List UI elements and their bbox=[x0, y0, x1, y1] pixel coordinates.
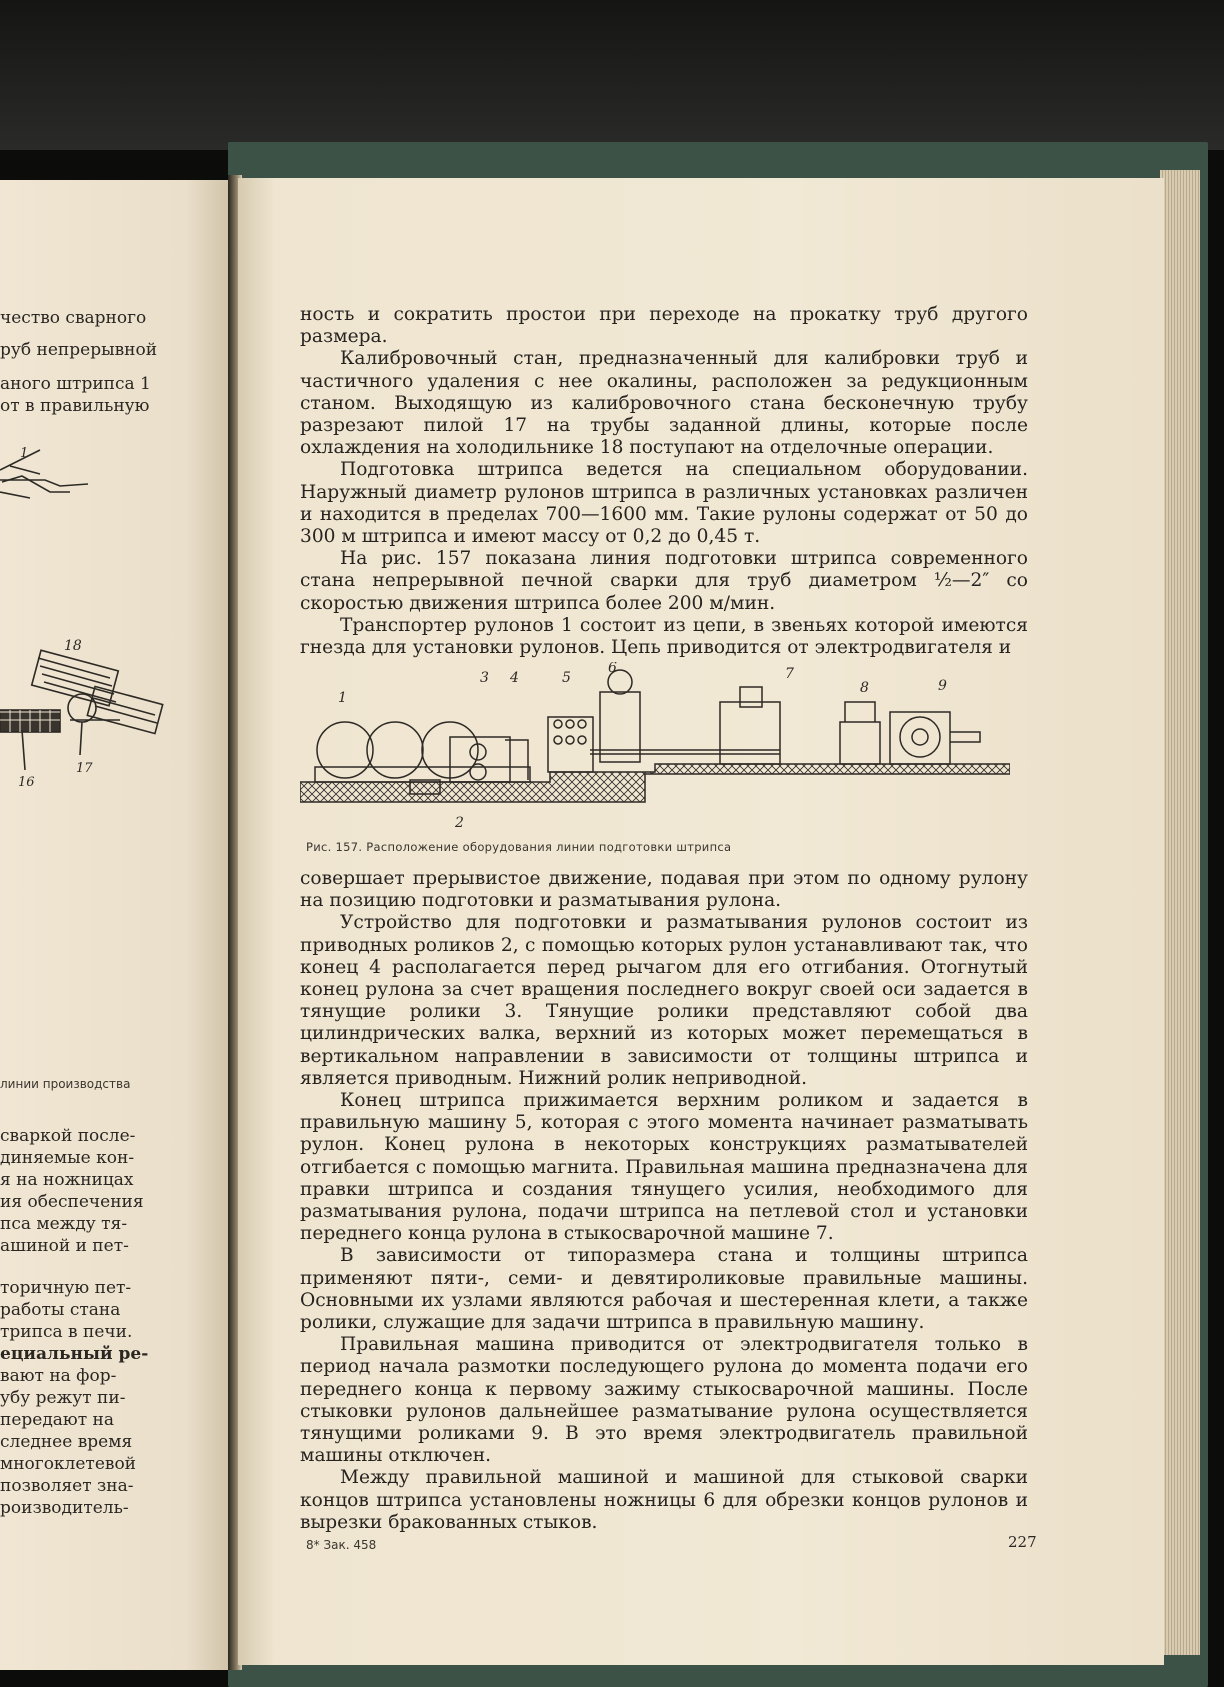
left-text-line: убу режут пи- bbox=[0, 1388, 126, 1408]
print-order-note: 8* Зак. 458 bbox=[306, 1538, 377, 1552]
left-text-line: аного штрипса 1 bbox=[0, 374, 151, 394]
paragraph: Правильная машина приводится от электродвигателя только в период начала размотки последующего рулона до момента подачи его переднего конца к первому зажиму стыкосварочной машины. После стыковки рулонов дальнейшее разматывание рулона осуществляется тянущими роликами 9. В это время электродвигатель правильной машины отключен. bbox=[300, 1334, 1028, 1467]
left-text-line: чество сварного bbox=[0, 308, 147, 328]
equipment-line-figure bbox=[300, 662, 1010, 832]
left-text-line: ециальный ре- bbox=[0, 1344, 149, 1364]
left-figure-fragments bbox=[0, 180, 232, 1060]
paragraph: ность и сократить простои при переходе на прокатку труб другого размера. bbox=[300, 304, 1028, 348]
figure-label: 5 bbox=[562, 670, 571, 686]
left-fig-label: 18 bbox=[64, 638, 82, 654]
paragraph: Конец штрипса прижимается верхним роликом и задается в правильную машину 5, которая с этого момента начинает разматывать рулон. Конец рулона в некоторых конструкциях разматывателей отгибается с помощью магнита. Правильная машина предназначена для правки штрипса и создания тянущего усилия, необходимого для разматывания рулона, подачи штрипса на петлевой стол и установки переднего конца рулона в стыкосварочной машине 7. bbox=[300, 1090, 1028, 1245]
left-text-line: пса между тя- bbox=[0, 1214, 128, 1234]
left-text-line: многоклетевой bbox=[0, 1454, 137, 1474]
left-text-line: позволяет зна- bbox=[0, 1476, 134, 1496]
page-number: 227 bbox=[1008, 1533, 1037, 1551]
figure-label: 4 bbox=[510, 670, 519, 686]
right-page bbox=[238, 178, 1164, 1665]
left-text-line: следнее время bbox=[0, 1432, 133, 1452]
figure-label: 1 bbox=[338, 690, 347, 706]
left-text-line: от в правильную bbox=[0, 396, 150, 416]
background-top bbox=[0, 0, 1224, 150]
figure-label: 8 bbox=[860, 680, 869, 696]
body-text-bottom bbox=[300, 868, 1028, 1534]
paragraph: Транспортер рулонов 1 состоит из цепи, в звеньях которой имеются гнезда для установки рулонов. Цепь приводится от электродвигателя и bbox=[300, 614, 1028, 659]
figure-label: 6 bbox=[608, 662, 617, 676]
paragraph: На рис. 157 показана линия подготовки штрипса современного стана непрерывной печной сварки для труб диаметром ½—2″ со скоростью движения штрипса более 200 м/мин. bbox=[300, 548, 1028, 614]
left-text-line: ашиной и пет- bbox=[0, 1236, 129, 1256]
left-fig-label: 1 bbox=[20, 446, 29, 461]
left-text-line: сваркой после- bbox=[0, 1126, 136, 1146]
left-text-line: вают на фор- bbox=[0, 1366, 117, 1386]
figure-label: 2 bbox=[455, 815, 464, 831]
paragraph: Устройство для подготовки и разматывания рулонов состоит из приводных роликов 2, с помощью которых рулон устанавливают так, что конец 4 располагается перед рычагом для его отгибания. Отогнутый конец рулона за счет вращения последнего вокруг своей оси задается в тянущие ролики 3. Тянущие ролики представляют собой два цилиндрических валка, верхний из которых может перемещаться в вертикальном направлении в зависимости от толщины штрипса и является приводным. Нижний ролик неприводной. bbox=[300, 912, 1028, 1089]
left-caption-fragment: линии производства bbox=[0, 1077, 131, 1091]
paragraph: В зависимости от типоразмера стана и толщины штрипса применяют пяти-, семи- и девятироликовые правильные машины. Основными их узлами являются рабочая и шестеренная клети, а также ролики, служащие для задачи штрипса в правильную машину. bbox=[300, 1245, 1028, 1334]
paragraph: Калибровочный стан, предназначенный для калибровки труб и частичного удаления с нее окалины, расположен за редукционным станом. Выходящую из калибровочного стана бесконечную трубу разрезают пилой 17 на трубы заданной длины, которые после охлаждения на холодильнике 18 поступают на отделочные операции. bbox=[300, 348, 1028, 459]
paragraph: Между правильной машиной и машиной для стыковой сварки концов штрипса установлены ножницы 6 для обрезки концов рулонов и вырезки бракованных стыков. bbox=[300, 1467, 1028, 1533]
paragraph: Подготовка штрипса ведется на специальном оборудовании. Наружный диаметр рулонов штрипса в различных установках различен и находится в пределах 700—1600 мм. Такие рулоны содержат от 50 до 300 м штрипса и имеют массу от 0,2 до 0,45 т. bbox=[300, 459, 1028, 548]
paragraph: совершает прерывистое движение, подавая при этом по одному рулону на позицию подготовки и разматывания рулона. bbox=[300, 868, 1028, 912]
figure-label: 9 bbox=[938, 678, 947, 694]
left-text-line: роизводитель- bbox=[0, 1498, 129, 1518]
page-edges bbox=[1160, 170, 1200, 1655]
left-text-line: руб непрерывной bbox=[0, 340, 158, 360]
body-text-top bbox=[300, 304, 1028, 659]
left-page bbox=[0, 180, 232, 1670]
left-fig-label: 16 bbox=[18, 775, 35, 790]
left-text-line: трипса в печи. bbox=[0, 1322, 133, 1342]
left-text-line: работы стана bbox=[0, 1300, 121, 1320]
left-text-line: передают на bbox=[0, 1410, 115, 1430]
figure-caption: Рис. 157. Расположение оборудования линии подготовки штрипса bbox=[306, 840, 732, 854]
left-fig-label: 17 bbox=[76, 761, 93, 776]
figure-label: 3 bbox=[480, 670, 489, 686]
left-text-line: я на ножницах bbox=[0, 1170, 134, 1190]
left-text-line: ия обеспечения bbox=[0, 1192, 144, 1212]
left-text-line: диняемые кон- bbox=[0, 1148, 135, 1168]
figure-label: 7 bbox=[785, 666, 794, 682]
left-text-line: торичную пет- bbox=[0, 1278, 132, 1298]
